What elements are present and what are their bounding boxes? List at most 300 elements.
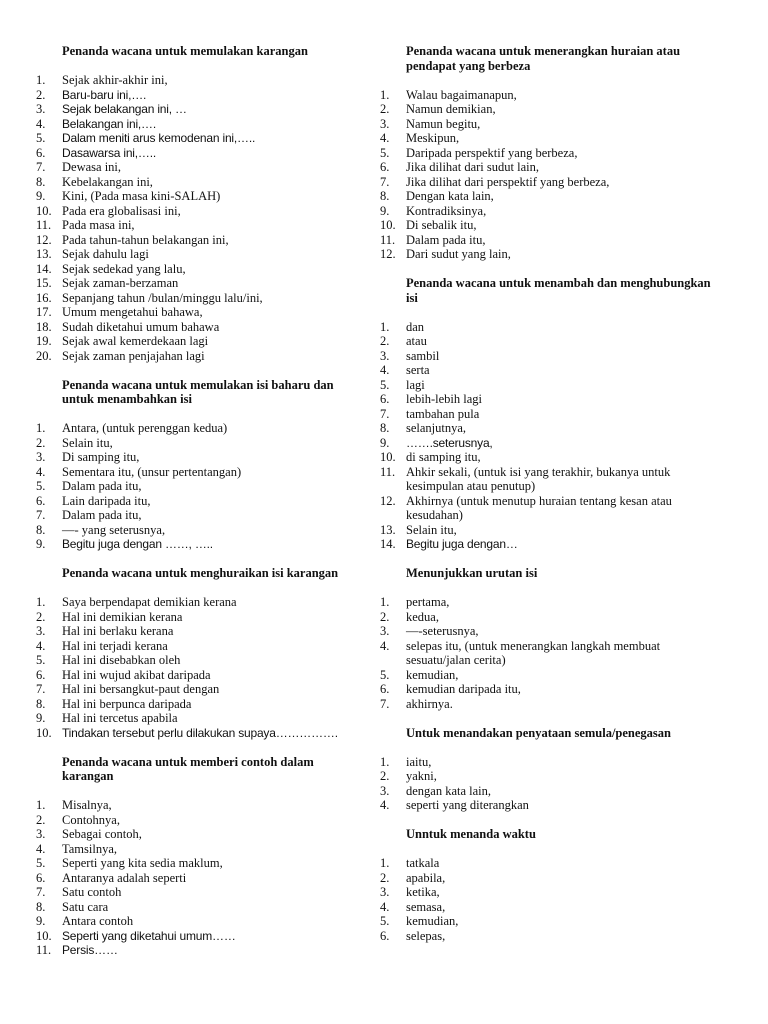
item-text: ketika, — [406, 885, 440, 899]
item-number: 10. — [36, 203, 52, 218]
item-number: 4. — [36, 841, 46, 856]
item-number: 6. — [36, 493, 46, 508]
item-text: kemudian, — [406, 914, 459, 928]
list-item — [380, 595, 725, 610]
list-item — [36, 465, 366, 480]
list-item — [380, 175, 725, 190]
list-item — [380, 537, 725, 552]
list-item — [36, 117, 366, 132]
item-number: 7. — [380, 696, 390, 711]
list-item — [380, 450, 725, 465]
item-number: 2. — [380, 769, 390, 783]
item-number: 9. — [36, 711, 46, 725]
item-text: Sejak sedekad yang lalu, — [62, 261, 186, 276]
item-number: 2. — [36, 812, 46, 827]
section — [36, 755, 366, 973]
item-number: 3. — [36, 102, 46, 116]
section — [380, 44, 725, 276]
list-item — [380, 610, 725, 625]
list-item — [36, 146, 366, 161]
item-number: 11. — [36, 218, 52, 232]
item-number: 4. — [380, 899, 390, 914]
item-number: 6. — [36, 145, 46, 160]
list-item — [36, 595, 366, 610]
list-item — [380, 494, 725, 523]
item-number: 12. — [380, 247, 396, 261]
section-heading: Penanda wacana untuk memulakan karangan — [62, 44, 308, 58]
list-item — [36, 537, 366, 552]
item-text: Kebelakangan ini, — [62, 174, 153, 189]
item-number: 19. — [36, 334, 52, 348]
item-number: 2. — [380, 609, 390, 624]
item-text: semasa, — [406, 899, 446, 914]
item-number: 5. — [380, 377, 390, 392]
item-text: Tamsilnya, — [62, 841, 118, 856]
item-text: Pada era globalisasi ini, — [62, 203, 181, 218]
list-item — [36, 900, 366, 915]
item-number: 3. — [380, 348, 390, 363]
item-text: Satu cara — [62, 899, 109, 914]
numbered-list — [380, 320, 725, 552]
item-number: 1. — [380, 856, 390, 870]
item-number: 4. — [380, 131, 390, 145]
item-number: 4. — [380, 363, 390, 377]
list-item — [36, 291, 366, 306]
item-text: lebih-lebih lagi — [406, 392, 483, 406]
list-item — [380, 160, 725, 175]
list-item — [380, 523, 725, 538]
item-number: 3. — [36, 827, 46, 841]
list-item — [380, 421, 725, 436]
section-heading: Menunjukkan urutan isi — [406, 566, 538, 580]
item-number: 1. — [380, 319, 390, 334]
item-number: 7. — [36, 682, 46, 696]
list-item — [380, 102, 725, 117]
item-number: 6. — [36, 870, 46, 885]
item-number: 1. — [380, 754, 390, 769]
item-number: 5. — [380, 914, 390, 928]
item-number: 2. — [380, 102, 390, 116]
list-item — [380, 436, 725, 451]
list-item — [380, 378, 725, 393]
item-text: Dalam meniti arus kemodenan ini,….. — [62, 131, 256, 145]
item-text: Pada masa ini, — [62, 218, 135, 232]
list-item — [380, 682, 725, 697]
list-item — [380, 900, 725, 915]
item-text: Persis…… — [62, 943, 118, 957]
item-number: 18. — [36, 319, 52, 334]
item-number: 1. — [36, 595, 46, 609]
item-text: Pada tahun-tahun belakangan ini, — [62, 232, 229, 247]
item-text: Sudah diketahui umum bahawa — [62, 319, 220, 334]
item-number: 13. — [36, 247, 52, 261]
list-item — [36, 871, 366, 886]
item-number: 6. — [36, 667, 46, 682]
item-text: sambil — [406, 348, 440, 363]
item-text: Belakangan ini,…. — [62, 116, 156, 131]
section-heading: Unntuk menanda waktu — [406, 827, 536, 841]
section-heading: Penanda wacana untuk memberi contoh dalam karangan — [62, 754, 314, 783]
item-text: Hal ini terjadi kerana — [62, 638, 168, 653]
section — [380, 726, 725, 828]
list-item — [36, 334, 366, 349]
item-number: 9. — [36, 189, 46, 203]
item-number: 1. — [36, 798, 46, 812]
list-item — [380, 885, 725, 900]
item-number: 5. — [380, 667, 390, 682]
numbered-list — [36, 421, 366, 552]
section-heading: Penanda wacana untuk memulakan isi baharu dan untuk menambahkan isi — [62, 377, 334, 406]
list-item — [36, 131, 366, 146]
item-number: 11. — [380, 232, 396, 247]
item-number: 1. — [36, 73, 46, 87]
item-text: Lain daripada itu, — [62, 493, 151, 508]
list-item — [380, 668, 725, 683]
list-item — [380, 755, 725, 770]
list-item — [36, 682, 366, 697]
item-text: Saya berpendapat demikian kerana — [62, 595, 237, 609]
list-item — [36, 247, 366, 262]
item-number: 7. — [36, 885, 46, 899]
item-text: Hal ini tercetus apabila — [62, 711, 178, 725]
item-text: Daripada perspektif yang berbeza, — [406, 145, 578, 160]
item-text: Begitu juga dengan… — [406, 537, 518, 551]
list-item — [380, 320, 725, 335]
item-number: 2. — [36, 435, 46, 450]
list-item — [36, 276, 366, 291]
list-item — [380, 769, 725, 784]
list-item — [380, 798, 725, 813]
list-item — [36, 842, 366, 857]
list-item — [380, 189, 725, 204]
list-item — [380, 697, 725, 712]
list-item — [380, 334, 725, 349]
item-text: Dengan kata lain, — [406, 189, 494, 203]
list-item — [36, 262, 366, 277]
item-text: di samping itu, — [406, 450, 481, 464]
list-item — [36, 160, 366, 175]
list-item — [36, 639, 366, 654]
item-number: 7. — [36, 160, 46, 174]
list-item — [36, 233, 366, 248]
list-item — [36, 88, 366, 103]
list-item — [380, 465, 725, 494]
item-number: 5. — [36, 856, 46, 870]
item-text: yakni, — [406, 769, 437, 783]
item-number: 3. — [380, 624, 390, 638]
item-text: Baru-baru ini,…. — [62, 87, 147, 102]
item-number: 7. — [380, 406, 390, 421]
list-item — [36, 204, 366, 219]
numbered-list — [36, 595, 366, 740]
item-number: 1. — [380, 87, 390, 102]
item-text: Sejak akhir-akhir ini, — [62, 73, 168, 87]
item-number: 6. — [380, 392, 390, 406]
numbered-list — [380, 595, 725, 711]
item-number: 6. — [380, 160, 390, 174]
item-text: Hal ini bersangkut-paut dengan — [62, 682, 220, 696]
item-text: akhirnya. — [406, 696, 453, 711]
item-text: Sejak awal kemerdekaan lagi — [62, 334, 209, 348]
list-item — [36, 494, 366, 509]
item-number: 3. — [36, 450, 46, 464]
item-number: 4. — [36, 116, 46, 131]
item-text: Hal ini wujud akibat daripada — [62, 667, 211, 682]
item-number: 4. — [380, 798, 390, 812]
list-item — [36, 436, 366, 451]
item-number: 4. — [36, 464, 46, 479]
item-text: Jika dilihat dari perspektif yang berbeza, — [406, 174, 610, 189]
item-number: 17. — [36, 305, 52, 319]
item-number: 12. — [380, 493, 396, 508]
item-number: 10. — [36, 725, 52, 740]
list-item — [380, 131, 725, 146]
item-number: 20. — [36, 348, 52, 363]
item-text: Hal ini berpunca daripada — [62, 696, 192, 711]
list-item — [380, 218, 725, 233]
item-number: 8. — [380, 421, 390, 435]
item-number: 2. — [380, 870, 390, 885]
item-number: 3. — [380, 783, 390, 798]
item-text: selepas, — [406, 928, 446, 943]
list-item — [36, 73, 366, 88]
item-text: Selain itu, — [62, 435, 113, 450]
item-number: 5. — [380, 145, 390, 160]
list-item — [36, 218, 366, 233]
list-item — [380, 363, 725, 378]
list-item — [36, 421, 366, 436]
item-text: Ahkir sekali, (untuk isi yang terakhir, bukanya untuk kesimpulan atau penutup) — [406, 464, 671, 493]
list-item — [36, 653, 366, 668]
item-text: iaitu, — [406, 754, 432, 769]
item-text: Dalam pada itu, — [62, 479, 142, 493]
item-text: Hal ini disebabkan oleh — [62, 653, 181, 667]
list-item — [36, 610, 366, 625]
item-text: Selain itu, — [406, 522, 457, 537]
list-item — [36, 320, 366, 335]
item-text: Dasawarsa ini,….. — [62, 145, 156, 160]
list-item — [36, 624, 366, 639]
list-item — [380, 349, 725, 364]
item-text: Jika dilihat dari sudut lain, — [406, 160, 539, 174]
item-text: Sejak belakangan ini, … — [62, 102, 187, 116]
item-number: 11. — [36, 943, 52, 957]
item-number: 8. — [36, 174, 46, 189]
numbered-list — [36, 798, 366, 958]
list-item — [36, 885, 366, 900]
item-number: 10. — [36, 928, 52, 943]
item-text: tatkala — [406, 856, 440, 870]
list-item — [380, 871, 725, 886]
list-item — [380, 233, 725, 248]
item-number: 9. — [380, 203, 390, 218]
item-text: Antaranya adalah seperti — [62, 870, 187, 885]
list-item — [380, 88, 725, 103]
item-number: 9. — [36, 914, 46, 928]
item-text: —- yang seterusnya, — [62, 522, 166, 537]
item-number: 5. — [36, 653, 46, 667]
numbered-list — [36, 73, 366, 363]
item-number: 6. — [380, 682, 390, 696]
section-heading: Penanda wacana untuk menambah dan menghubungkan isi — [406, 276, 711, 305]
list-item — [36, 305, 366, 320]
list-item — [36, 726, 366, 741]
item-number: 8. — [36, 696, 46, 711]
item-text: kemudian daripada itu, — [406, 682, 521, 696]
list-item — [36, 813, 366, 828]
list-item — [36, 189, 366, 204]
item-text: Dalam pada itu, — [62, 508, 142, 522]
list-item — [36, 450, 366, 465]
item-text: selepas itu, (untuk menerangkan langkah membuat sesuatu/jalan cerita) — [406, 638, 661, 667]
item-number: 10. — [380, 450, 396, 464]
item-text: apabila, — [406, 870, 446, 885]
list-item — [36, 914, 366, 929]
item-text: Walau bagaimanapun, — [406, 87, 517, 102]
item-text: Contohnya, — [62, 812, 120, 827]
item-text: Antara contoh — [62, 914, 134, 928]
section-heading: Penanda wacana untuk menghuraikan isi karangan — [62, 566, 339, 580]
item-number: 4. — [36, 638, 46, 653]
item-number: 2. — [380, 334, 390, 348]
item-text: Seperti yang diketahui umum…… — [62, 928, 236, 943]
item-number: 15. — [36, 276, 52, 290]
item-text: Antara, (untuk perenggan kedua) — [62, 421, 228, 435]
item-text: Seperti yang kita sedia maklum, — [62, 856, 223, 870]
item-number: 6. — [380, 928, 390, 943]
item-text: selanjutnya, — [406, 421, 467, 435]
item-text: Dalam pada itu, — [406, 232, 486, 247]
item-number: 10. — [380, 218, 396, 232]
list-item — [36, 929, 366, 944]
item-text: serta — [406, 363, 430, 377]
list-item — [380, 117, 725, 132]
section-heading: Untuk menandakan penyataan semula/penegasan — [406, 725, 671, 740]
list-item — [380, 407, 725, 422]
list-item — [380, 146, 725, 161]
item-text: Di samping itu, — [62, 450, 140, 464]
item-number: 5. — [36, 131, 46, 145]
list-item — [380, 624, 725, 639]
section — [36, 378, 366, 567]
item-text: Dewasa ini, — [62, 160, 122, 174]
item-text: Akhirnya (untuk menutup huraian tentang kesan atau kesudahan) — [406, 493, 672, 522]
list-item — [380, 784, 725, 799]
list-item — [36, 102, 366, 117]
item-text: Tindakan tersebut perlu dilakukan supaya……………. — [62, 725, 338, 740]
item-number: 1. — [380, 595, 390, 609]
section — [380, 276, 725, 566]
item-text: Sejak zaman-berzaman — [62, 276, 179, 290]
list-item — [380, 247, 725, 262]
item-number: 8. — [36, 522, 46, 537]
numbered-list — [380, 856, 725, 943]
item-text: Di sebalik itu, — [406, 218, 477, 232]
item-text: seperti yang diterangkan — [406, 798, 529, 812]
item-text: Namun begitu, — [406, 116, 481, 131]
section — [36, 566, 366, 755]
section — [380, 566, 725, 726]
list-item — [36, 175, 366, 190]
section — [36, 44, 366, 378]
item-text: dan — [406, 319, 425, 334]
numbered-list — [380, 88, 725, 262]
item-text: Misalnya, — [62, 798, 112, 812]
item-text: tambahan pula — [406, 406, 480, 421]
item-text: Sementara itu, (unsur pertentangan) — [62, 464, 242, 479]
list-item — [380, 204, 725, 219]
item-number: 3. — [380, 116, 390, 131]
item-number: 5. — [36, 479, 46, 493]
item-number: 13. — [380, 522, 396, 537]
item-number: 3. — [36, 624, 46, 638]
item-text: kedua, — [406, 609, 439, 624]
item-number: 1. — [36, 421, 46, 435]
list-item — [36, 856, 366, 871]
list-item — [380, 914, 725, 929]
item-number: 2. — [36, 609, 46, 624]
item-number: 11. — [380, 464, 396, 479]
item-text: …….seterusnya, — [406, 435, 493, 450]
list-item — [380, 639, 725, 668]
item-text: Sejak dahulu lagi — [62, 247, 149, 261]
list-item — [36, 798, 366, 813]
list-item — [36, 523, 366, 538]
item-number: 8. — [36, 899, 46, 914]
item-text: Begitu juga dengan ……, ….. — [62, 537, 213, 551]
item-text: Sebagai contoh, — [62, 827, 142, 841]
item-text: dengan kata lain, — [406, 783, 492, 798]
item-number: 7. — [36, 508, 46, 522]
item-number: 16. — [36, 290, 52, 305]
item-text: Satu contoh — [62, 885, 122, 899]
item-number: 2. — [36, 87, 46, 102]
right-column — [380, 44, 725, 958]
item-text: Meskipun, — [406, 131, 460, 145]
item-number: 7. — [380, 174, 390, 189]
item-text: Dari sudut yang lain, — [406, 247, 511, 261]
item-number: 8. — [380, 189, 390, 203]
list-item — [36, 479, 366, 494]
list-item — [36, 349, 366, 364]
item-text: Hal ini berlaku kerana — [62, 624, 174, 638]
list-item — [380, 392, 725, 407]
item-number: 9. — [380, 435, 390, 450]
item-number: 14. — [380, 537, 396, 551]
item-number: 14. — [36, 261, 52, 276]
item-number: 4. — [380, 638, 390, 653]
left-column — [36, 44, 366, 972]
list-item — [36, 827, 366, 842]
list-item — [380, 856, 725, 871]
item-text: —-seterusnya, — [406, 624, 479, 638]
item-text: atau — [406, 334, 427, 348]
item-number: 3. — [380, 885, 390, 899]
item-text: pertama, — [406, 595, 450, 609]
list-item — [380, 929, 725, 944]
item-text: Kini, (Pada masa kini-SALAH) — [62, 189, 221, 203]
item-text: Hal ini demikian kerana — [62, 609, 183, 624]
list-item — [36, 508, 366, 523]
section — [380, 827, 725, 958]
item-number: 12. — [36, 232, 52, 247]
section-heading: Penanda wacana untuk menerangkan huraian atau pendapat yang berbeza — [406, 44, 681, 73]
item-text: kemudian, — [406, 667, 459, 682]
item-text: Sejak zaman penjajahan lagi — [62, 348, 205, 363]
item-text: Sepanjang tahun /bulan/minggu lalu/ini, — [62, 290, 263, 305]
item-text: lagi — [406, 377, 425, 392]
list-item — [36, 668, 366, 683]
